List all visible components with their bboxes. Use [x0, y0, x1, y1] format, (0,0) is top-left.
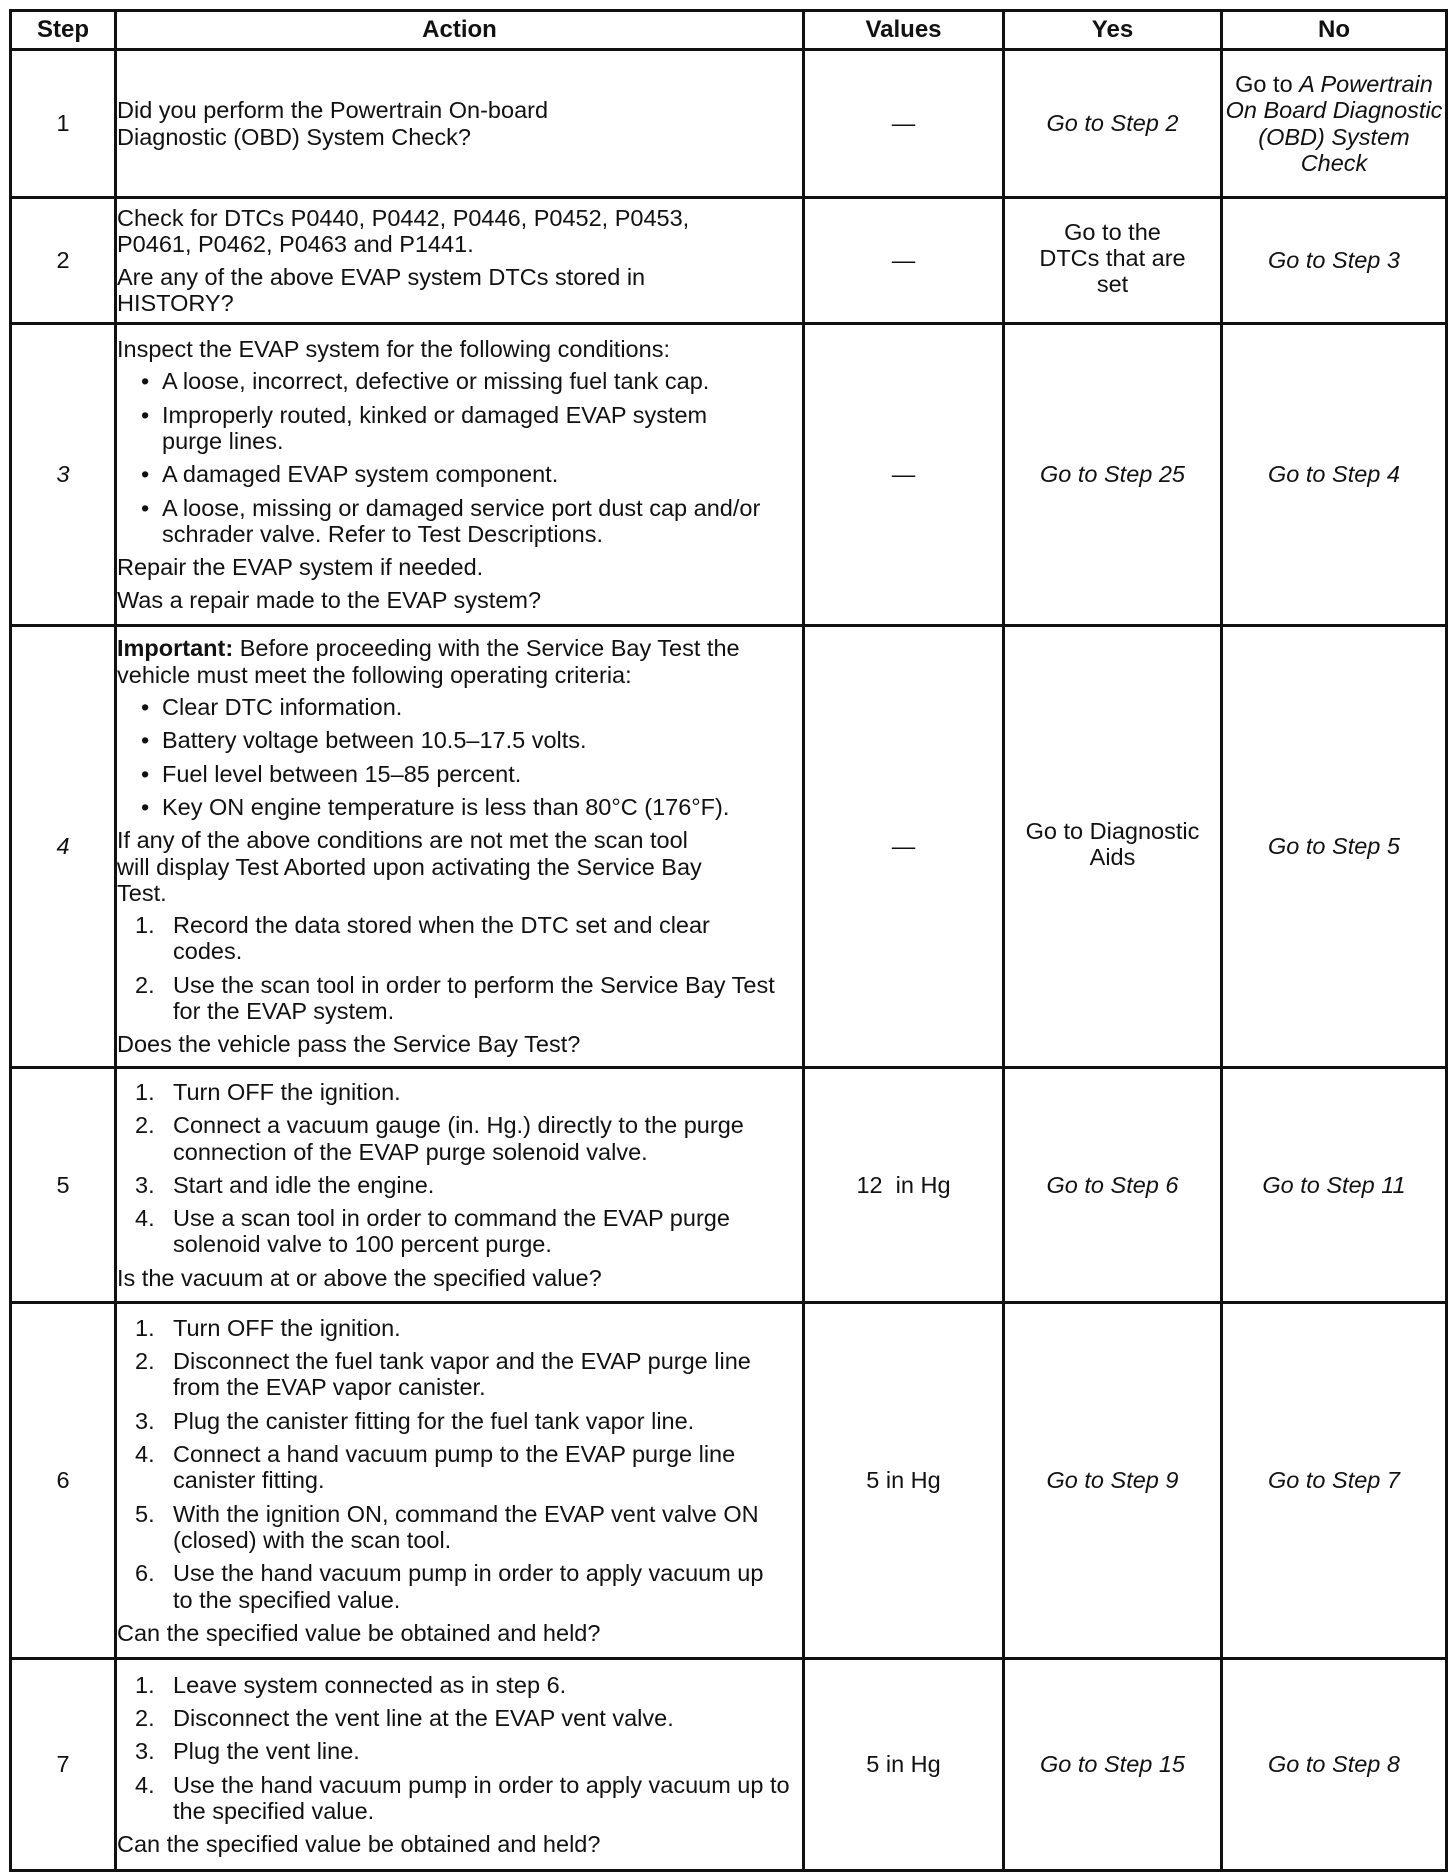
values-cell: 5 in Hg — [804, 1659, 1004, 1871]
header-step: Step — [11, 11, 116, 50]
list-item — [135, 1441, 782, 1494]
table-row — [11, 50, 1447, 198]
action-text: If any of the above conditions are not met the scan tool will display Test Aborted upon activating the Service Bay Test. — [117, 827, 702, 906]
list-text: Start and idle the engine. — [173, 1171, 435, 1198]
step-number: 7 — [11, 1659, 116, 1871]
list-item: • A damaged EVAP system component. — [131, 461, 772, 487]
list-number: 3. — [135, 1738, 155, 1765]
list-text: Plug the vent line. — [173, 1738, 360, 1765]
values-cell: — — [804, 50, 1004, 198]
list-item — [135, 972, 802, 1025]
step-number: 4 — [11, 626, 116, 1068]
list-text: Use the scan tool in order to perform the Service Bay Test for the EVAP system. — [173, 971, 775, 1025]
list-item: • Improperly routed, kinked or damaged EVAP system purge lines. — [131, 402, 772, 455]
yes-cell: Go to Step 6 — [1004, 1068, 1222, 1303]
action-text: Check for DTCs P0440, P0442, P0446, P0452, P0453, P0461, P0462, P0463 and P1441. — [117, 204, 690, 258]
action-cell — [116, 626, 804, 1068]
list-number: 3. — [135, 1171, 155, 1198]
list-text: Turn OFF the ignition. — [173, 1078, 401, 1105]
list-item — [135, 1408, 782, 1434]
no-cell: Go to Step 3 — [1222, 198, 1447, 324]
list-text: Leave system connected as in step 6. — [173, 1671, 567, 1698]
values-cell: — — [804, 198, 1004, 324]
list-number: 1. — [135, 1671, 155, 1698]
procedure-list — [117, 1315, 802, 1613]
procedure-list — [117, 1079, 802, 1258]
list-item — [135, 912, 802, 965]
list-item: • Key ON engine temperature is less than 80°C (176°F). — [131, 794, 802, 820]
list-number: 2. — [135, 971, 155, 998]
step-number: 3 — [11, 324, 116, 626]
list-number: 4. — [135, 1771, 155, 1798]
list-item — [135, 1501, 782, 1554]
diagnostic-table — [9, 9, 1448, 1872]
list-item: • Fuel level between 15–85 percent. — [131, 761, 802, 787]
condition-list — [117, 368, 802, 547]
action-cell — [116, 1068, 804, 1303]
list-text: Use a scan tool in order to command the EVAP purge solenoid valve to 100 percent purge. — [173, 1205, 730, 1258]
list-item: • A loose, missing or damaged service port dust cap and/or schrader valve. Refer to Test Descriptions. — [131, 495, 772, 548]
list-number: 5. — [135, 1500, 155, 1527]
action-cell — [116, 50, 804, 198]
yes-cell: Go to Step 9 — [1004, 1303, 1222, 1659]
list-number: 6. — [135, 1560, 155, 1587]
procedure-list — [117, 1672, 802, 1825]
list-item — [135, 1772, 802, 1825]
action-cell — [116, 1659, 804, 1871]
header-yes: Yes — [1004, 11, 1222, 50]
no-cell: Go to Step 11 — [1222, 1068, 1447, 1303]
list-item — [135, 1738, 802, 1764]
values-cell: — — [804, 626, 1004, 1068]
action-question: Was a repair made to the EVAP system? — [117, 586, 542, 613]
step-number: 2 — [11, 198, 116, 324]
step-number: 1 — [11, 50, 116, 198]
action-question: Are any of the above EVAP system DTCs stored in HISTORY? — [117, 263, 646, 316]
list-number: 1. — [135, 1314, 155, 1341]
yes-cell: Go to Step 25 — [1004, 324, 1222, 626]
action-question: Does the vehicle pass the Service Bay Test? — [117, 1031, 581, 1058]
no-cell — [1222, 50, 1447, 198]
list-text: Disconnect the fuel tank vapor and the EVAP purge line from the EVAP vapor canister. — [173, 1348, 751, 1401]
list-number: 1. — [135, 1078, 155, 1105]
values-cell: — — [804, 324, 1004, 626]
no-cell: Go to Step 4 — [1222, 324, 1447, 626]
list-number: 1. — [135, 912, 155, 939]
list-number: 4. — [135, 1441, 155, 1468]
yes-cell: Go to the DTCs that are set — [1004, 198, 1222, 324]
list-text: Turn OFF the ignition. — [173, 1314, 401, 1341]
yes-cell: Go to Step 15 — [1004, 1659, 1222, 1871]
action-question: Is the vacuum at or above the specified value? — [117, 1264, 602, 1291]
step-number: 5 — [11, 1068, 116, 1303]
list-number: 2. — [135, 1348, 155, 1375]
important-note — [117, 635, 802, 688]
values-cell: 5 in Hg — [804, 1303, 1004, 1659]
list-text: Plug the canister fitting for the fuel tank vapor line. — [173, 1407, 695, 1434]
values-cell: 12 in Hg — [804, 1068, 1004, 1303]
list-text: Use the hand vacuum pump in order to apply vacuum up to the specified value. — [173, 1560, 764, 1613]
table-row — [11, 198, 1447, 324]
list-item — [135, 1672, 802, 1698]
action-cell — [116, 198, 804, 324]
list-item — [135, 1172, 782, 1198]
no-cell: Go to Step 7 — [1222, 1303, 1447, 1659]
list-item — [135, 1348, 782, 1401]
action-intro: Inspect the EVAP system for the following conditions: — [117, 336, 670, 363]
list-item — [135, 1079, 782, 1105]
list-text: Record the data stored when the DTC set and clear codes. — [173, 912, 710, 965]
criteria-list — [117, 694, 802, 820]
yes-cell: Go to Diagnostic Aids — [1004, 626, 1222, 1068]
table-row — [11, 1659, 1447, 1871]
yes-cell: Go to Step 2 — [1004, 50, 1222, 198]
no-prefix: Go to — [1235, 70, 1300, 97]
list-text: With the ignition ON, command the EVAP vent valve ON (closed) with the scan tool. — [173, 1500, 759, 1553]
important-text: Before proceeding with the Service Bay Test the vehicle must meet the following operating criteria: — [117, 635, 740, 688]
list-item — [135, 1705, 802, 1731]
list-item — [135, 1315, 782, 1341]
list-item: • Clear DTC information. — [131, 694, 802, 720]
header-row — [11, 11, 1447, 50]
procedure-list — [117, 912, 802, 1024]
list-item — [135, 1205, 782, 1258]
list-text: Disconnect the vent line at the EVAP vent valve. — [173, 1704, 674, 1731]
action-text: Did you perform the Powertrain On-board Diagnostic (OBD) System Check? — [117, 97, 549, 150]
action-text: Repair the EVAP system if needed. — [117, 554, 484, 581]
table-row — [11, 1068, 1447, 1303]
important-label: Important: — [117, 635, 234, 662]
list-number: 2. — [135, 1704, 155, 1731]
list-item: • Battery voltage between 10.5–17.5 volts. — [131, 727, 802, 753]
table-row — [11, 626, 1447, 1068]
action-question: Can the specified value be obtained and held? — [117, 1831, 601, 1858]
list-text: Connect a vacuum gauge (in. Hg.) directly to the purge connection of the EVAP purge solenoid valve. — [173, 1112, 744, 1165]
header-values: Values — [804, 11, 1004, 50]
list-number: 2. — [135, 1112, 155, 1139]
list-item — [135, 1112, 782, 1165]
list-item: • A loose, incorrect, defective or missing fuel tank cap. — [131, 368, 772, 394]
list-number: 4. — [135, 1205, 155, 1232]
action-cell — [116, 324, 804, 626]
action-question: Can the specified value be obtained and held? — [117, 1619, 601, 1646]
list-text: Use the hand vacuum pump in order to apply vacuum up to the specified value. — [173, 1771, 790, 1824]
no-cell: Go to Step 8 — [1222, 1659, 1447, 1871]
header-no: No — [1222, 11, 1447, 50]
step-number: 6 — [11, 1303, 116, 1659]
table-row — [11, 324, 1447, 626]
list-number: 3. — [135, 1407, 155, 1434]
no-cell: Go to Step 5 — [1222, 626, 1447, 1068]
list-item — [135, 1560, 782, 1613]
header-action: Action — [116, 11, 804, 50]
list-text: Connect a hand vacuum pump to the EVAP purge line canister fitting. — [173, 1441, 736, 1494]
action-cell — [116, 1303, 804, 1659]
no-link: A Powertrain On Board Diagnostic (OBD) System Check — [1225, 70, 1443, 176]
table-row — [11, 1303, 1447, 1659]
